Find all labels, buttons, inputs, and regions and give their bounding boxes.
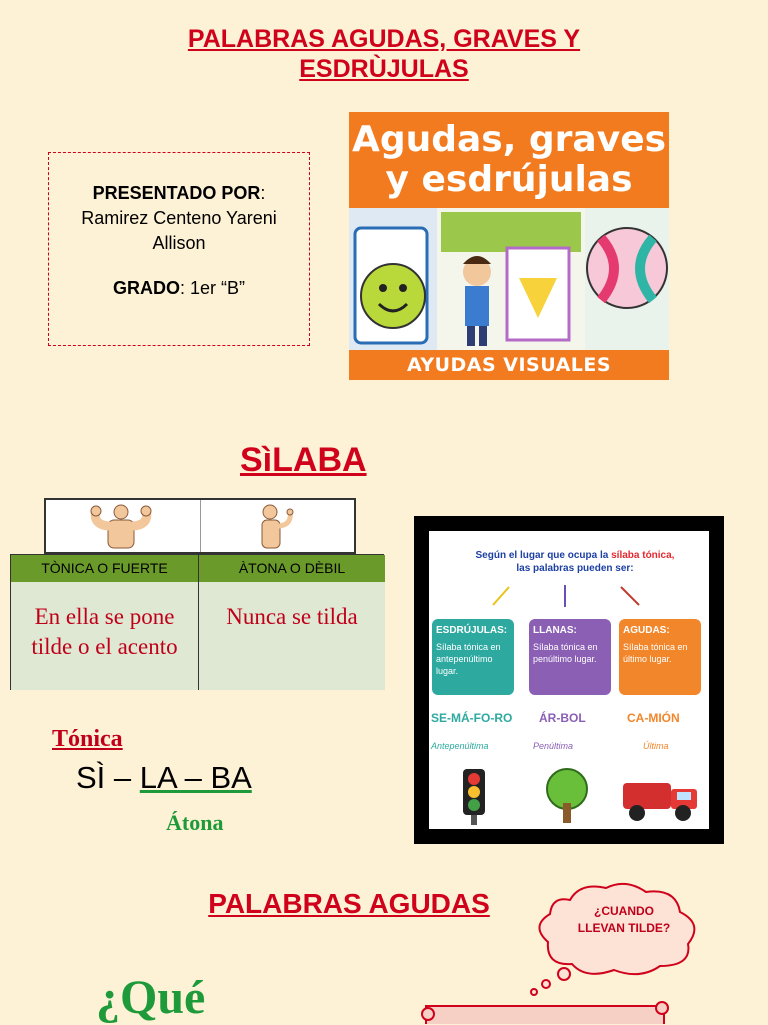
card-esdrujulas-text: Sílaba tónica en antepenúltimo lugar. xyxy=(436,642,501,676)
infographic xyxy=(429,531,709,829)
strong-arm-icon xyxy=(86,502,156,552)
cover-illustrations xyxy=(349,208,669,350)
infographic-lead-highlight: sílaba tónica, xyxy=(608,550,675,561)
infographic-lead-text-2: las palabras pueden ser: xyxy=(516,563,634,574)
title-line-2: ESDRÙJULAS xyxy=(299,55,469,83)
card-llanas xyxy=(529,619,611,695)
card-esdrujulas xyxy=(432,619,514,695)
position-penultima: Penúltima xyxy=(533,741,574,751)
card-agudas xyxy=(619,619,701,695)
cover-title-line-2: y esdrújulas xyxy=(385,159,633,200)
presenter-name-line-1: Ramirez Centeno Yareni xyxy=(81,208,277,228)
position-ultima: Última xyxy=(643,741,669,751)
page-title xyxy=(0,24,768,84)
cover-image xyxy=(349,112,669,380)
infographic-lead-text: Según el lugar que ocupa la xyxy=(475,550,609,561)
table-cell-tonica: En ella se pone tilde o el acento xyxy=(11,582,199,690)
presenter-label-suffix: : xyxy=(260,183,266,203)
smiley-icon xyxy=(361,264,425,328)
card-agudas-text: Sílaba tónica en último lugar. xyxy=(623,642,688,664)
grade-value: : 1er “B” xyxy=(179,278,245,298)
infographic-frame xyxy=(414,516,724,844)
table-header-tonica: TÒNICA O FUERTE xyxy=(11,555,199,582)
presenter-label: PRESENTADO POR xyxy=(92,183,261,203)
title-line-1: PALABRAS AGUDAS, GRAVES Y xyxy=(187,25,581,53)
card-agudas-title: AGUDAS: xyxy=(623,625,670,636)
cover-illustration-art xyxy=(349,208,669,350)
cover-footer: AYUDAS VISUALES xyxy=(349,350,669,380)
weak-arm-icon xyxy=(246,502,306,552)
cover-title-line-1: Agudas, graves xyxy=(351,119,667,160)
presenter-name-line-2: Allison xyxy=(152,233,206,253)
arrow-right-icon xyxy=(621,587,639,605)
example-llana: ÁR-BOL xyxy=(539,711,586,725)
truck-icon xyxy=(619,769,703,825)
syllable-separator: – xyxy=(105,760,140,795)
grade-label: GRADO xyxy=(112,278,180,298)
silaba-table xyxy=(10,554,384,690)
question-text: ¿Qué xyxy=(96,971,206,1024)
example-esdrujula: SE-MÁ-FO-RO xyxy=(431,711,513,725)
card-esdrujulas-title: ESDRÚJULAS: xyxy=(436,625,508,636)
silaba-word xyxy=(76,760,252,796)
agudas-heading: PALABRAS AGUDAS xyxy=(208,888,490,919)
thought-cloud-icon xyxy=(520,880,710,1000)
position-antepenultima: Antepenúltima xyxy=(431,741,489,751)
traffic-light-icon xyxy=(449,767,499,827)
card-llanas-text: Sílaba tónica en penúltimo lugar. xyxy=(533,642,598,664)
card-llanas-title: LLANAS: xyxy=(533,625,577,636)
tonica-label: Tónica xyxy=(52,726,123,752)
syllable-tonic: SÌ xyxy=(76,760,106,795)
syllables-atonic: LA – BA xyxy=(139,760,252,795)
table-cell-atona: Nunca se tilda xyxy=(199,582,385,690)
presenter-box xyxy=(48,152,310,346)
infographic-lead xyxy=(465,549,685,575)
table-header-atona: ÀTONA O DÈBIL xyxy=(199,555,385,582)
cover-title xyxy=(349,112,669,208)
strength-figures xyxy=(44,498,356,554)
scroll-banner-icon xyxy=(420,1000,670,1024)
cloud-question: ¿CUANDO LLEVAN TILDE? xyxy=(577,904,671,935)
figures-divider xyxy=(200,500,201,552)
atona-label: Átona xyxy=(166,810,224,835)
silaba-heading: SìLABA xyxy=(240,441,367,479)
infographic-arrows xyxy=(429,581,709,611)
tree-icon xyxy=(539,767,595,827)
example-aguda: CA-MIÓN xyxy=(627,711,680,725)
arrow-left-icon xyxy=(493,587,509,605)
